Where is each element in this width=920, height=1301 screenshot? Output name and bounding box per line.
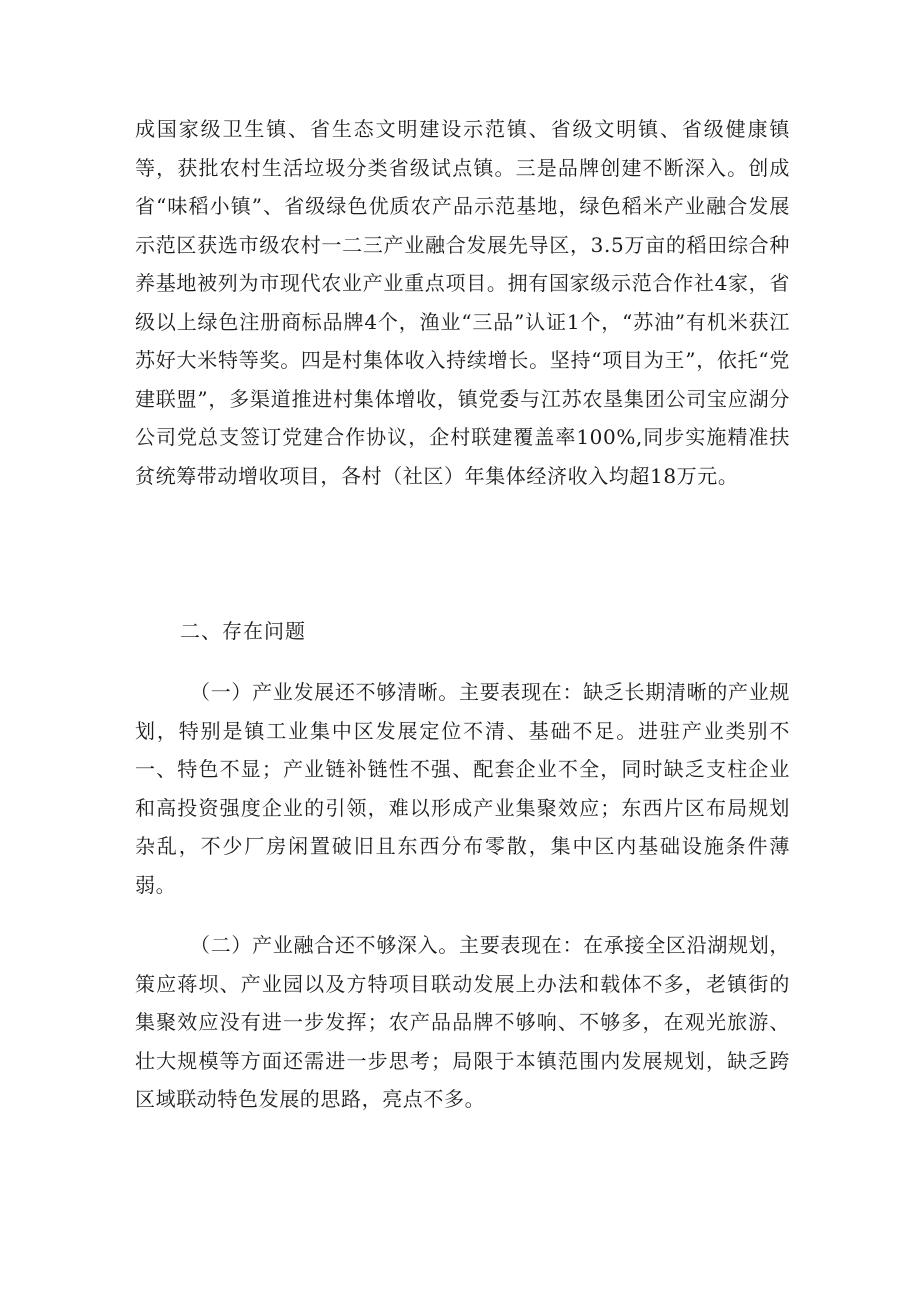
body-paragraph-continued: 成国家级卫生镇、省生态文明建设示范镇、省级文明镇、省级健康镇等，获批农村生活垃圾分类省级试点镇。三是品牌创建不断深入。创成省“味稻小镇”、省级绿色优质农产品示范基地，绿色稻米产业融合发展示范区获选市级农村一二三产业融合发展先导区，3.5万亩的稻田综合种养基地被列为市现代农业产业重点项目。拥有国家级示范合作社4家，省级以上绿色注册商标品牌4个，渔业“三品”认证1个，“苏油”有机米获江苏好大米特等奖。四是村集体收入持续增长。坚持“项目为王”，依托“党建联盟”，多渠道推进村集体增收，镇党委与江苏农垦集团公司宝应湖分公司党总支签订党建合作协议，企村联建覆盖率100%,同步实施精准扶贫统筹带动增收项目，各村（社区）年集体经济收入均超18万元。 (135, 117, 790, 488)
body-paragraph-industry-integration: （二）产业融合还不够深入。主要表现在：在承接全区沿湖规划，策应蒋坝、产业园以及方特项目联动发展上办法和载体不多，老镇街的集聚效应没有进一步发挥；农产品品牌不够响、不够多，在观光旅游、壮大规模等方面还需进一步思考；局限于本镇范围内发展规划，缺乏跨区域联动特色发展的思路，亮点不多。 (135, 933, 790, 1111)
body-paragraph-industry-development: （一）产业发展还不够清晰。主要表现在：缺乏长期清晰的产业规划，特别是镇工业集中区发展定位不清、基础不足。进驻产业类别不一、特色不显；产业链补链性不强、配套企业不全，同时缺乏支柱企业和高投资强度企业的引领，难以形成产业集聚效应；东西片区布局规划杂乱，不少厂房闲置破旧且东西分布零散，集中区内基础设施条件薄弱。 (135, 680, 790, 897)
section-heading: 二、存在问题 (180, 619, 306, 643)
